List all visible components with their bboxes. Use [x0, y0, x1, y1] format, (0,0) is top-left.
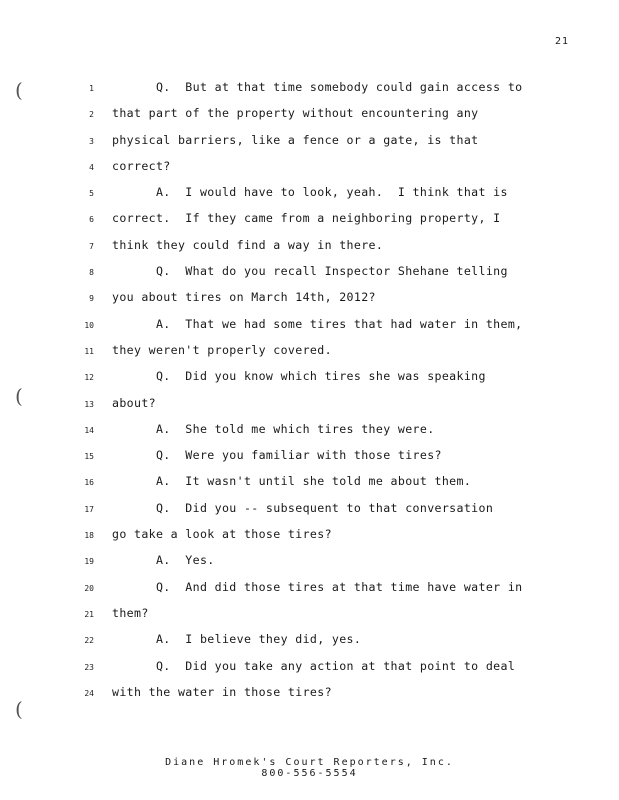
page-number: 21 — [554, 36, 569, 47]
line-number: 17 — [84, 504, 94, 514]
line-text: A. Yes. — [112, 553, 215, 568]
transcript-line — [0, 604, 619, 630]
line-text: about? — [112, 395, 156, 410]
transcript-line — [0, 630, 619, 656]
transcript-line — [0, 131, 619, 157]
transcript-line — [0, 341, 619, 367]
transcript-line — [0, 394, 619, 420]
transcript-line — [0, 525, 619, 551]
line-text: Q. Were you familiar with those tires? — [112, 448, 442, 463]
punch-hole-mark-middle: ( — [15, 384, 23, 408]
transcript-line — [0, 78, 619, 104]
transcript-lines — [0, 78, 619, 709]
line-number: 16 — [84, 478, 94, 488]
transcript-line — [0, 104, 619, 130]
punch-hole-mark-top: ( — [15, 78, 23, 102]
line-text: correct. If they came from a neighboring property, I — [112, 211, 501, 226]
punch-hole-mark-bottom: ( — [15, 697, 23, 721]
line-text: them? — [112, 605, 149, 620]
line-number: 1 — [89, 84, 94, 93]
line-number: 2 — [89, 110, 94, 120]
footer-phone: 800-556-5554 — [261, 768, 358, 779]
line-number: 9 — [89, 294, 94, 304]
line-text: with the water in those tires? — [112, 684, 332, 699]
transcript-line — [0, 183, 619, 209]
transcript-line — [0, 209, 619, 235]
transcript-line — [0, 367, 619, 393]
transcript-line — [0, 578, 619, 604]
line-number: 4 — [89, 162, 94, 172]
line-text: physical barriers, like a fence or a gate, is that — [112, 132, 479, 147]
transcript-line — [0, 657, 619, 683]
line-text: Q. Did you -- subsequent to that conversation — [112, 500, 494, 515]
line-text: Q. But at that time somebody could gain access to — [112, 80, 523, 94]
line-number: 8 — [89, 268, 94, 278]
transcript-line — [0, 683, 619, 709]
transcript-line — [0, 446, 619, 472]
line-text: that part of the property without encountering any — [112, 106, 479, 121]
line-number: 6 — [89, 215, 94, 225]
footer-company: Diane Hromek's Court Reporters, Inc. — [165, 757, 454, 768]
line-number: 5 — [89, 189, 94, 199]
line-number: 20 — [84, 583, 94, 593]
line-number: 11 — [84, 346, 94, 356]
transcript-line — [0, 315, 619, 341]
line-number: 12 — [84, 373, 94, 383]
line-text: go take a look at those tires? — [112, 527, 332, 542]
transcript-line — [0, 262, 619, 288]
line-number: 18 — [84, 531, 94, 541]
transcript-line — [0, 551, 619, 577]
line-text: they weren't properly covered. — [112, 342, 332, 357]
transcript-line — [0, 157, 619, 183]
line-number: 23 — [84, 662, 94, 672]
line-text: Q. Did you take any action at that point to deal — [112, 658, 516, 673]
line-number: 7 — [89, 241, 94, 251]
transcript-line — [0, 472, 619, 498]
line-text: Q. Did you know which tires she was speaking — [112, 369, 486, 384]
line-text: Q. What do you recall Inspector Shehane telling — [112, 264, 508, 279]
line-text: Q. And did those tires at that time have water in — [112, 579, 523, 594]
line-number: 21 — [84, 609, 94, 619]
line-number: 15 — [84, 452, 94, 462]
line-text: A. That we had some tires that had water in them, — [112, 316, 523, 331]
line-text: correct? — [112, 158, 171, 173]
line-number: 19 — [84, 557, 94, 567]
line-text: think they could find a way in there. — [112, 237, 384, 252]
line-number: 13 — [84, 399, 94, 409]
transcript-line — [0, 288, 619, 314]
line-text: A. I believe they did, yes. — [112, 632, 362, 647]
line-text: A. It wasn't until she told me about them. — [112, 474, 472, 489]
line-text: you about tires on March 14th, 2012? — [112, 290, 376, 305]
line-number: 10 — [84, 320, 94, 330]
line-number: 3 — [89, 136, 94, 146]
line-number: 14 — [84, 425, 94, 435]
line-text: A. I would have to look, yeah. I think that is — [112, 185, 508, 200]
line-number: 24 — [84, 688, 94, 698]
transcript-line — [0, 236, 619, 262]
line-number: 22 — [84, 636, 94, 646]
transcript-line — [0, 499, 619, 525]
line-text: A. She told me which tires they were. — [112, 421, 435, 436]
transcript-line — [0, 420, 619, 446]
